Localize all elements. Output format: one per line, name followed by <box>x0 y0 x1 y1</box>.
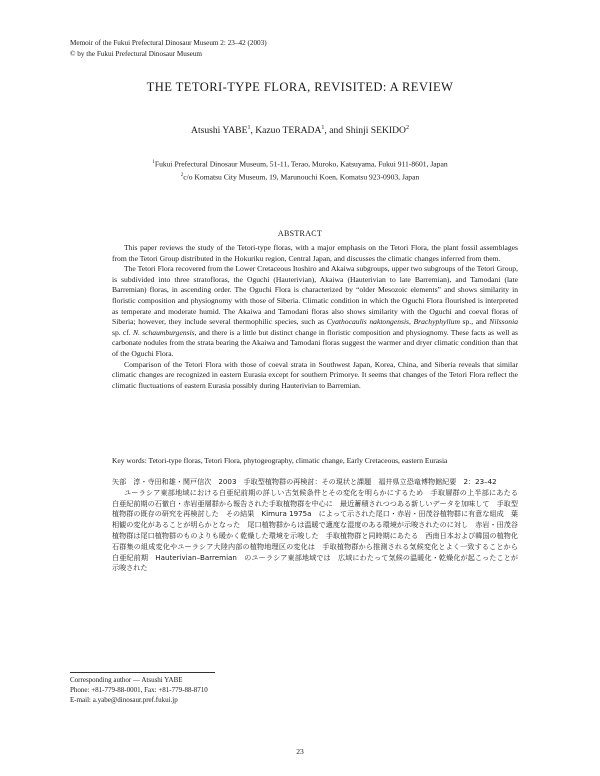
author-separator: , and <box>324 125 346 137</box>
affiliation-mark: 2 <box>180 172 184 178</box>
paper-title: THE TETORI-TYPE FLORA, REVISITED: A REVIEW <box>146 80 454 94</box>
author-name: Shinji SEKIDO <box>345 125 406 137</box>
japanese-citation: 矢部 淳・寺田和雄・関戸信次 2003 手取型植物群の再検討：その現状と課題 福井県立恐竜博物館紀要 2：23–42 <box>112 477 497 486</box>
corresponding-author: Corresponding author — Atsushi YABE <box>70 676 183 684</box>
journal-header <box>70 38 267 60</box>
affiliation-line <box>0 170 600 183</box>
page-number: 23 <box>296 747 304 756</box>
abstract-paragraph: Comparison of the Tetori Flora with those of coeval strata in Southwest Japan, Korea, China, and Siberia reveals that similar climatic changes are recognized in eastern Eurasia except for southern Primorye. It seems that changes of the Tetori Flora reflect the climatic fluctuations of eastern Eurasia possibly during Hauterivian to Barremian. <box>112 359 518 390</box>
abstract-paragraph: This paper reviews the study of the Tetori-type floras, with a major emphasis on the Tetori Flora, the plant fossil assemblages from the Tetori Group distributed in the Hokuriku region, Central Japan, and discusses the climatic changes inferred from them. <box>112 243 518 263</box>
affiliations <box>0 157 600 182</box>
abstract-text: sp. cf. <box>112 327 133 337</box>
abstract-text: , and there is a little but distinct change in floristic composition and physiognomy. These facts as well as carbonate nodules from the strata bearing the Akaiwa and Tamodani floras suggest the warmer and dryer climatic condition than that of the Oguchi Flora. <box>112 327 518 358</box>
species-name: N. schaumburgensis <box>132 327 195 337</box>
correspondence-block <box>70 675 208 706</box>
author-affil-mark: 1 <box>247 125 251 131</box>
affiliation-line <box>0 157 600 170</box>
abstract-paragraph <box>112 264 518 359</box>
abstract-heading: ABSTRACT <box>277 229 323 238</box>
author-name: Kazuo TERADA <box>255 125 322 137</box>
abstract-text: The Tetori Flora recovered from the Lower Cretaceous Itoshiro and Akaiwa subgroups, upper two subgroups of the Tetori Group, is subdivided into three stratofloras, the Oguchi (Hauterivian), Akaiwa (Hauterivian to late Barremian), and Tamodani (late Barremian) floras, in ascending order. The Oguchi Flora is characterized by “older Mesozoic elements” and shows similarity in floristic composition and physiognomy with those of Siberia. Climatic condition in which the Oguchi Flora flourished is interpreted as temperate and moderate humid. The Akaiwa and Tamodani floras also shows similarity with the Oguchi and coeval floras of Siberia; however, they include several thermophilic species, such as <box>112 264 518 327</box>
contact-email[interactable]: E-mail: a.yabe@dinosaur.pref.fukui.jp <box>70 696 178 705</box>
author-affil-mark: 1 <box>321 125 325 131</box>
abstract-text: sp., and <box>459 317 490 327</box>
affiliation-mark: 1 <box>152 160 155 165</box>
species-name: Cyathocaulis naktongensis <box>326 317 410 327</box>
species-name: Brachyphyllum <box>413 317 460 327</box>
author-name: Atsushi YABE <box>191 125 248 137</box>
author-list <box>0 125 600 136</box>
contact-phone: Phone: +81-779-88-0001, Fax: +81-779-88-8710 <box>70 686 208 695</box>
abstract-text: , <box>409 317 414 327</box>
affiliation-text: Fukui Prefectural Dinosaur Museum, 51-11, Terao, Muroko, Katsuyama, Fukui 911-8601, Japan <box>154 159 448 169</box>
author-affil-mark: 2 <box>405 125 409 131</box>
keywords: Key words: Tetori-type floras, Tetori Flora, phytogeography, climatic change, Early Cretaceous, eastern Eurasia <box>112 456 448 465</box>
abstract-body <box>112 243 518 391</box>
affiliation-text: c/o Komatsu City Museum, 19, Marunouchi Koen, Komatsu 923-0903, Japan <box>183 172 420 182</box>
author-separator: , <box>250 125 256 137</box>
japanese-abstract <box>112 477 526 574</box>
species-name: Nilssonia <box>489 317 518 327</box>
journal-citation: Memoir of the Fukui Prefectural Dinosaur Museum 2: 23–42 (2003) <box>70 39 267 47</box>
footnote-divider <box>70 672 215 673</box>
copyright-notice: © by the Fukui Prefectural Dinosaur Museum <box>70 50 203 58</box>
japanese-body: ユーラシア東部地域における白亜紀前期の詳しい古気候条件とその変化を明らかにするため 手取層群の上半部にあたる 白亜紀前期の石徹白・赤岩亜層群から報告された手取植物群を中心に 最近蓄積されつつある新しいデータを加味して 手取型植物群の既存の研究を再検討した その結果 Kimura 1975a によって示された尾口・赤岩・田茂谷植物群に有意な組成 葉相観の変化があることが明らかとなった 尾口植物群からは温暖で適度な湿度のある環境が示唆されたのに対し 赤岩・田茂谷植物群は尾口植物群のものよりも暖かく乾燥した環境を示唆した 手取植物群と同時期にあたる 西南日本および韓国の植物化石群集の組成変化やユーラシア大陸内部の植物地理区の変化は 手取植物群から推測される気候変化とよく一致することから 白亜紀前期 Hauterivian–Barremian のユーラシア東部地域では 広域にわたって気候の温暖化・乾燥化が起こったことが示唆された <box>112 487 526 573</box>
